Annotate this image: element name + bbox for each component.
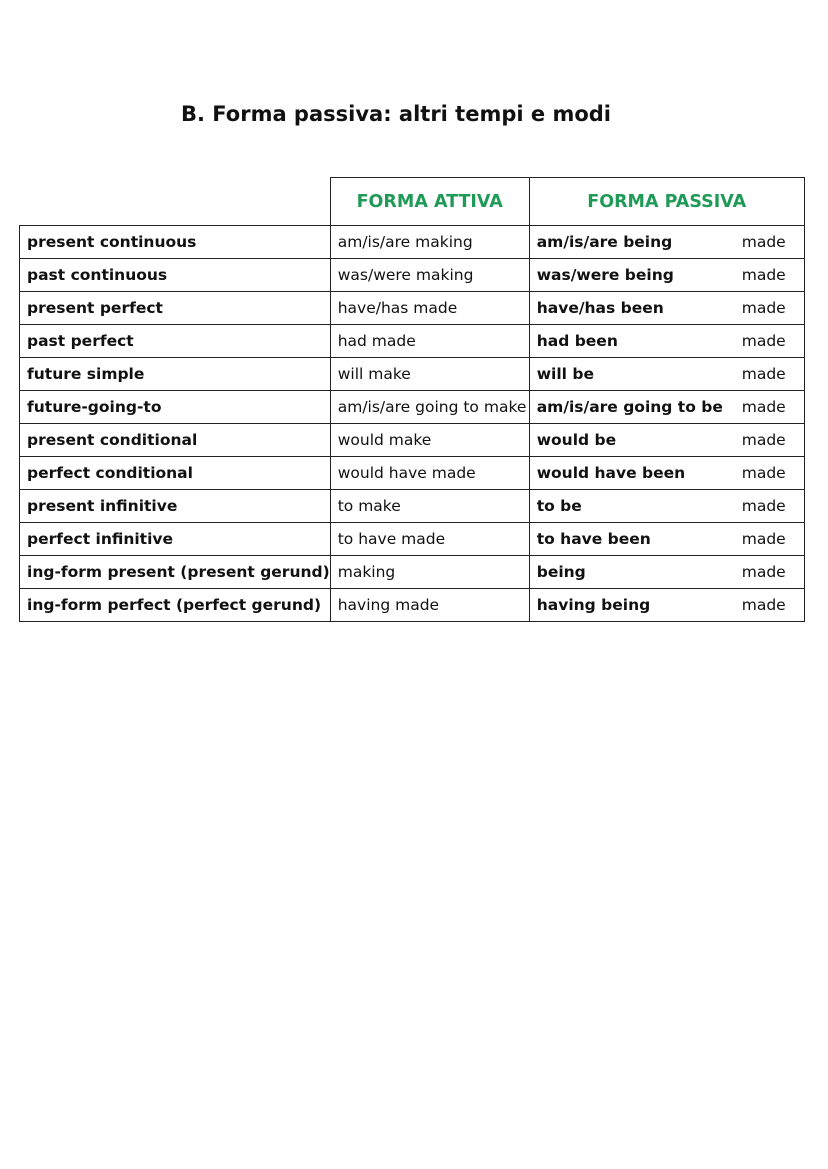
passive-form-cell	[529, 358, 804, 391]
tense-cell: past perfect	[20, 325, 331, 358]
past-participle: made	[741, 431, 786, 449]
table-row	[20, 292, 805, 325]
active-form-cell: am/is/are going to make	[330, 391, 529, 424]
passive-auxiliary: am/is/are going to be	[536, 398, 723, 416]
past-participle: made	[741, 233, 786, 251]
table-header-row	[20, 178, 805, 226]
active-form-cell: would have made	[330, 457, 529, 490]
active-form-cell: to make	[330, 490, 529, 523]
tense-cell: perfect infinitive	[20, 523, 331, 556]
passive-form-cell	[529, 457, 804, 490]
tense-cell: ing-form present (present gerund)	[20, 556, 331, 589]
passive-auxiliary: to be	[536, 497, 582, 515]
tense-cell: past continuous	[20, 259, 331, 292]
table-row	[20, 556, 805, 589]
past-participle: made	[741, 365, 786, 383]
active-form-cell: will make	[330, 358, 529, 391]
table-row	[20, 424, 805, 457]
active-form-cell: to have made	[330, 523, 529, 556]
passive-auxiliary: have/has been	[536, 299, 664, 317]
passive-auxiliary: would be	[536, 431, 617, 449]
tense-cell: present continuous	[20, 226, 331, 259]
page-title: B. Forma passiva: altri tempi e modi	[181, 102, 611, 126]
past-participle: made	[741, 299, 786, 317]
passive-form-cell	[529, 259, 804, 292]
tense-cell: perfect conditional	[20, 457, 331, 490]
past-participle: made	[741, 497, 786, 515]
table-row	[20, 391, 805, 424]
active-form-cell: have/has made	[330, 292, 529, 325]
past-participle: made	[741, 332, 786, 350]
table-row	[20, 589, 805, 622]
tense-cell: future simple	[20, 358, 331, 391]
tense-cell: ing-form perfect (perfect gerund)	[20, 589, 331, 622]
active-form-cell: was/were making	[330, 259, 529, 292]
passive-auxiliary: to have been	[536, 530, 651, 548]
passive-form-cell	[529, 292, 804, 325]
header-blank-cell	[20, 178, 331, 226]
tense-cell: present infinitive	[20, 490, 331, 523]
table-row	[20, 523, 805, 556]
active-form-cell: making	[330, 556, 529, 589]
passive-auxiliary: having being	[536, 596, 651, 614]
header-active: FORMA ATTIVA	[330, 178, 529, 226]
table-row	[20, 358, 805, 391]
passive-form-cell	[529, 589, 804, 622]
past-participle: made	[741, 563, 786, 581]
passive-form-cell	[529, 490, 804, 523]
passive-forms-table	[19, 177, 805, 622]
active-form-cell: am/is/are making	[330, 226, 529, 259]
tense-cell: future-going-to	[20, 391, 331, 424]
active-form-cell: had made	[330, 325, 529, 358]
passive-auxiliary: will be	[536, 365, 594, 383]
passive-auxiliary: had been	[536, 332, 618, 350]
passive-auxiliary: am/is/are being	[536, 233, 673, 251]
table-row	[20, 325, 805, 358]
active-form-cell: having made	[330, 589, 529, 622]
header-passive: FORMA PASSIVA	[529, 178, 804, 226]
passive-form-cell	[529, 556, 804, 589]
tense-cell: present perfect	[20, 292, 331, 325]
passive-auxiliary: was/were being	[536, 266, 674, 284]
past-participle: made	[741, 530, 786, 548]
table-row	[20, 259, 805, 292]
active-form-cell: would make	[330, 424, 529, 457]
table-row	[20, 457, 805, 490]
passive-auxiliary: being	[536, 563, 586, 581]
passive-form-cell	[529, 226, 804, 259]
past-participle: made	[741, 266, 786, 284]
passive-form-cell	[529, 391, 804, 424]
table-body	[20, 226, 805, 622]
past-participle: made	[741, 464, 786, 482]
past-participle: made	[741, 596, 786, 614]
passive-form-cell	[529, 424, 804, 457]
past-participle: made	[741, 398, 786, 416]
tense-cell: present conditional	[20, 424, 331, 457]
passive-form-cell	[529, 523, 804, 556]
table-row	[20, 226, 805, 259]
passive-form-cell	[529, 325, 804, 358]
table-row	[20, 490, 805, 523]
passive-auxiliary: would have been	[536, 464, 686, 482]
